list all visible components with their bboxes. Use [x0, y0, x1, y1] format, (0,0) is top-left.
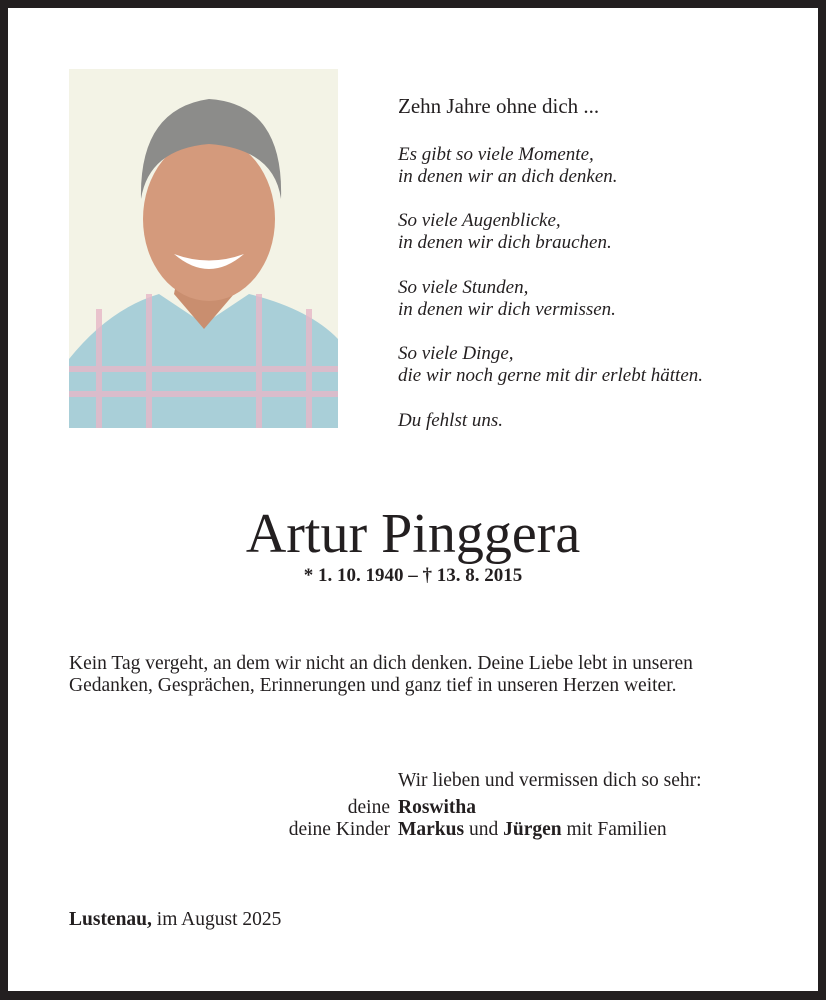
- life-dates: * 1. 10. 1940 – † 13. 8. 2015: [303, 565, 523, 586]
- obituary-page: [8, 8, 818, 991]
- poem-line: in denen wir dich vermissen.: [398, 299, 616, 320]
- child-name: Markus: [398, 819, 465, 840]
- poem-line: die wir noch gerne mit dir erlebt hätten.: [398, 365, 704, 386]
- poem-stanza: [398, 410, 503, 432]
- children-prefix: deine Kinder: [288, 819, 390, 840]
- poem-line: in denen wir dich brauchen.: [398, 232, 612, 253]
- deceased-name: Artur Pinggera: [245, 503, 581, 565]
- place-date: [69, 909, 281, 931]
- conjunction: und: [468, 819, 499, 840]
- family-intro: Wir lieben und vermissen dich so sehr:: [398, 770, 702, 791]
- place: Lustenau,: [69, 909, 152, 930]
- message-line: Kein Tag vergeht, an dem wir nicht an dich denken. Deine Liebe lebt in unseren: [69, 653, 693, 674]
- poem-line: Es gibt so viele Momente,: [398, 144, 594, 165]
- poem-line: So viele Dinge,: [398, 343, 514, 364]
- children-names: [398, 819, 667, 841]
- poem-title: Zehn Jahre ohne dich ...: [398, 94, 600, 118]
- poem-line: in denen wir an dich denken.: [398, 166, 618, 187]
- spouse-prefix: deine: [347, 797, 390, 818]
- poem-line: So viele Stunden,: [398, 277, 529, 298]
- poem-stanza: [398, 210, 612, 254]
- date: im August 2025: [156, 909, 282, 930]
- portrait-photo: [69, 69, 338, 428]
- child-name: Jürgen: [503, 819, 562, 840]
- poem-stanza: [398, 144, 618, 188]
- children-suffix: mit Familien: [566, 819, 667, 840]
- poem-line: So viele Augenblicke,: [398, 210, 561, 231]
- poem-line: Du fehlst uns.: [398, 410, 504, 431]
- poem-stanza: [398, 343, 703, 387]
- message-line: Gedanken, Gesprächen, Erinnerungen und ganz tief in unseren Herzen weiter.: [69, 675, 677, 696]
- spouse-name-text: Roswitha: [398, 797, 477, 818]
- spouse-name: [398, 797, 476, 819]
- poem-stanza: [398, 277, 616, 321]
- memorial-message: [69, 653, 693, 697]
